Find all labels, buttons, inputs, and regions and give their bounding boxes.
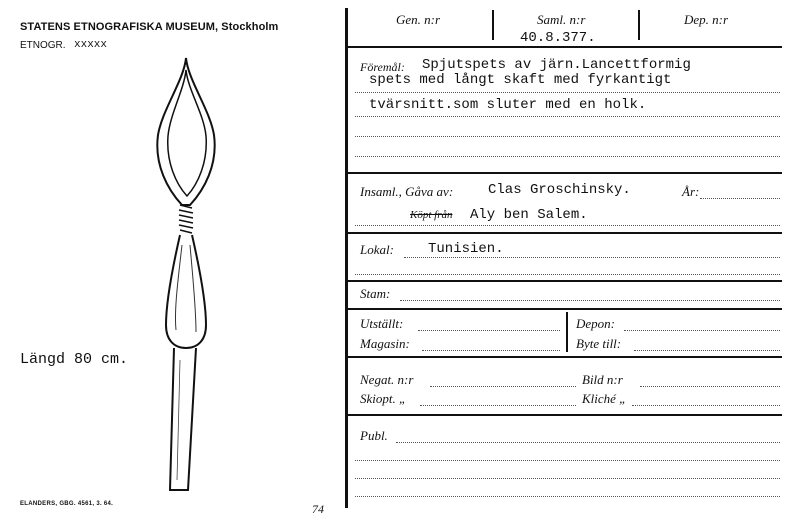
dotted-line — [355, 136, 780, 137]
header-divider — [492, 10, 494, 40]
column-divider — [566, 312, 568, 352]
saml-label: Saml. n:r — [537, 12, 586, 27]
dotted-line — [355, 478, 780, 479]
magasin-label: Magasin: — [360, 336, 410, 351]
dotted-line — [396, 442, 780, 443]
gen-label: Gen. n:r — [396, 12, 441, 27]
section-rule — [347, 356, 782, 358]
printer-note: ELANDERS, GBG. 4561, 3. 64. — [20, 501, 114, 507]
section-rule — [347, 308, 782, 310]
dotted-line — [400, 300, 780, 301]
museum-heading: STATENS ETNOGRAFISKA MUSEUM, Stockholm — [20, 21, 279, 33]
card-left-border — [345, 8, 348, 508]
skiopt-label: Skiopt. „ — [360, 391, 407, 406]
length-note: Längd 80 cm. — [20, 351, 129, 368]
dotted-line — [422, 350, 560, 351]
dotted-line — [700, 198, 780, 199]
dotted-line — [355, 496, 780, 497]
stam-label: Stam: — [360, 286, 391, 301]
kop-label: Köpt från — [410, 209, 453, 221]
ar-label: År: — [682, 184, 700, 199]
foremal-line: tvärsnitt.som sluter med en holk. — [369, 97, 647, 113]
spearhead-drawing-icon — [130, 50, 240, 500]
dotted-line — [420, 405, 576, 406]
saml-value: 40.8.377. — [520, 30, 596, 46]
header-divider — [638, 10, 640, 40]
dotted-line — [355, 92, 780, 93]
dotted-line — [418, 330, 560, 331]
dotted-line — [634, 350, 780, 351]
dotted-line — [355, 116, 780, 117]
publ-label: Publ. — [360, 428, 388, 443]
foremal-line: spets med långt skaft med fyrkantigt — [369, 72, 672, 88]
lokal-value: Tunisien. — [428, 241, 504, 257]
etnogr-value: xxxxx — [74, 39, 108, 51]
foremal-label: Föremål: — [360, 60, 405, 74]
dotted-line — [430, 386, 576, 387]
dep-label: Dep. n:r — [684, 12, 729, 27]
byte-label: Byte till: — [576, 336, 622, 351]
depon-label: Depon: — [576, 316, 615, 331]
dotted-line — [632, 405, 780, 406]
bild-label: Bild n:r — [582, 372, 623, 387]
page-number: 74 — [312, 502, 324, 516]
dotted-line — [355, 274, 780, 275]
dotted-line — [355, 460, 780, 461]
dotted-line — [624, 330, 780, 331]
kop-value: Aly ben Salem. — [470, 207, 588, 223]
utstallt-label: Utställt: — [360, 316, 404, 331]
dotted-line — [355, 156, 780, 157]
section-rule — [347, 280, 782, 282]
section-rule — [347, 232, 782, 234]
negat-label: Negat. n:r — [360, 372, 414, 387]
section-rule — [347, 414, 782, 416]
foremal-line: Spjutspets av järn.Lancettformig — [422, 57, 691, 73]
dotted-line — [640, 386, 780, 387]
insaml-value: Clas Groschinsky. — [488, 182, 631, 198]
section-rule — [347, 172, 782, 174]
insaml-label: Insaml., Gåva av: — [360, 184, 454, 199]
section-rule — [347, 46, 782, 48]
dotted-line — [404, 257, 780, 258]
kliche-label: Kliché „ — [582, 391, 627, 406]
etnogr-label: ETNOGR. — [20, 40, 66, 51]
lokal-label: Lokal: — [360, 242, 394, 257]
dotted-line — [355, 225, 780, 226]
